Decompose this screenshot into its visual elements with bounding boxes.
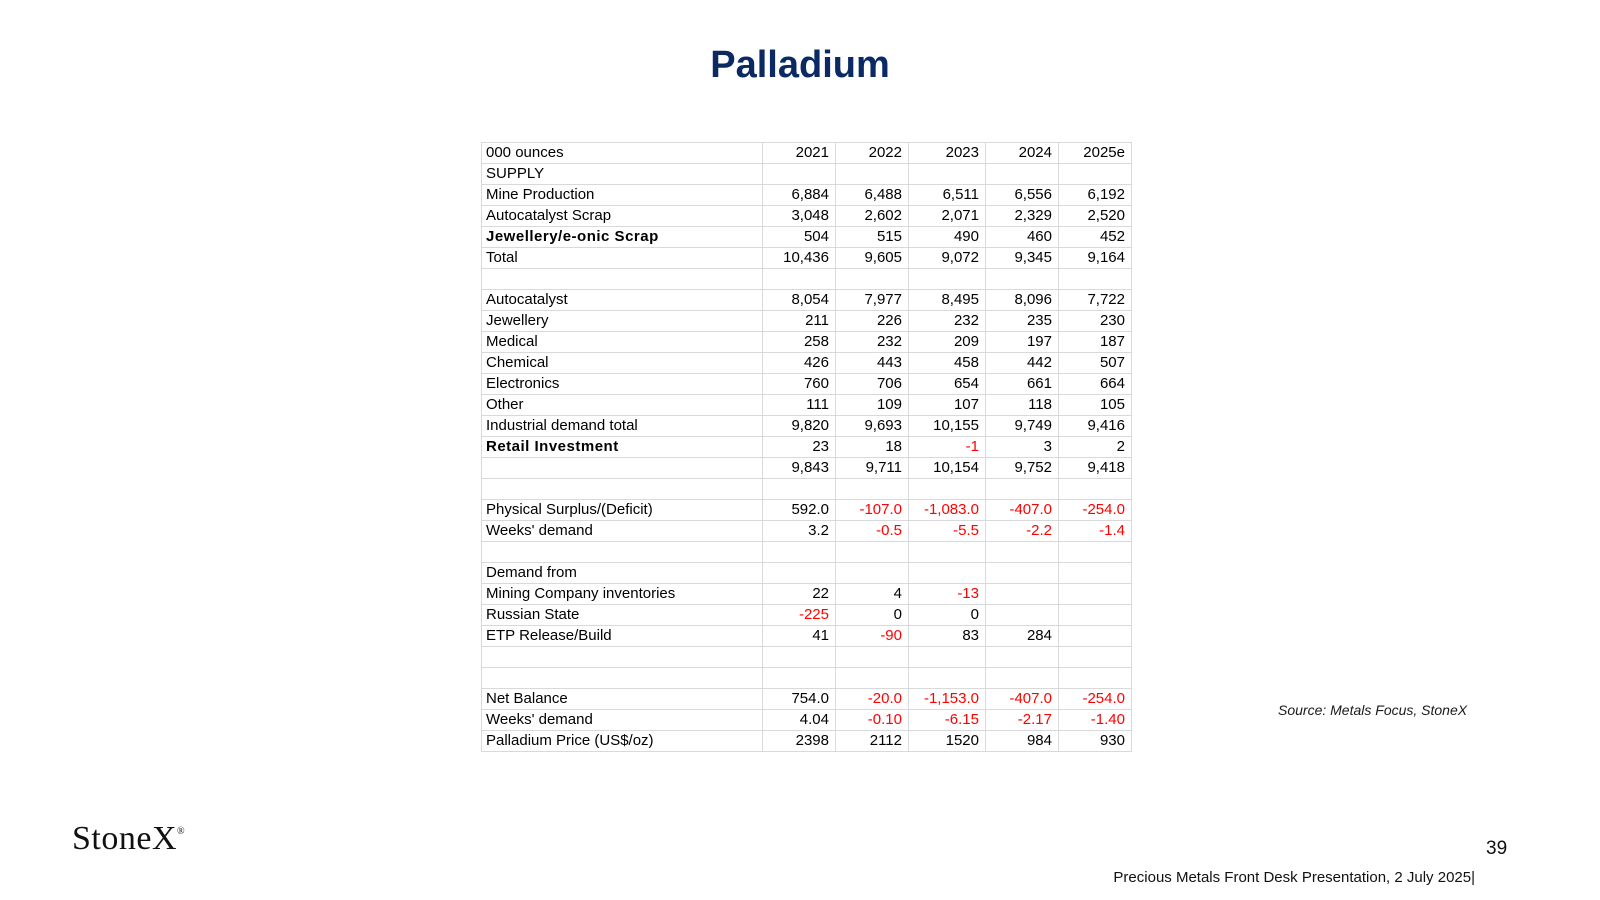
table-cell [763, 668, 836, 689]
table-row [482, 374, 1132, 395]
table-cell: -1 [909, 437, 986, 458]
table-cell: 0 [909, 605, 986, 626]
table-cell: 9,605 [836, 248, 909, 269]
row-label: Autocatalyst [482, 290, 763, 311]
table-cell: 6,556 [986, 185, 1059, 206]
table-cell: 661 [986, 374, 1059, 395]
table-cell: 226 [836, 311, 909, 332]
table-cell: -107.0 [836, 500, 909, 521]
table-cell: 1520 [909, 731, 986, 752]
table-cell [986, 563, 1059, 584]
header-year: 2022 [836, 143, 909, 164]
table-cell: 664 [1059, 374, 1132, 395]
table-row [482, 521, 1132, 542]
table-cell: 83 [909, 626, 986, 647]
table-cell [909, 542, 986, 563]
table-cell: 197 [986, 332, 1059, 353]
page-number: 39 [1486, 838, 1508, 859]
table-cell: 9,693 [836, 416, 909, 437]
table-cell [986, 542, 1059, 563]
table-cell: -90 [836, 626, 909, 647]
table-cell: 458 [909, 353, 986, 374]
table-cell [1059, 563, 1132, 584]
table-row [482, 395, 1132, 416]
logo-text: StoneX [72, 820, 177, 857]
table-row [482, 479, 1132, 500]
row-label: ETP Release/Build [482, 626, 763, 647]
table-cell: 41 [763, 626, 836, 647]
stonex-logo [72, 820, 185, 858]
table-cell: 10,155 [909, 416, 986, 437]
table-cell: 592.0 [763, 500, 836, 521]
table-cell [986, 269, 1059, 290]
table-cell: 426 [763, 353, 836, 374]
table-cell [836, 542, 909, 563]
table-cell: 2,071 [909, 206, 986, 227]
table-cell: 2,602 [836, 206, 909, 227]
row-label [482, 458, 763, 479]
table-cell [836, 269, 909, 290]
table-cell: 7,722 [1059, 290, 1132, 311]
footer-text: Precious Metals Front Desk Presentation, 2 July 2025| [1113, 869, 1475, 886]
table-cell [986, 605, 1059, 626]
table-cell: 230 [1059, 311, 1132, 332]
table-row [482, 416, 1132, 437]
table-cell [836, 647, 909, 668]
table-cell: 654 [909, 374, 986, 395]
table-cell: 9,843 [763, 458, 836, 479]
supply-demand-table [481, 142, 1132, 752]
table-cell: 507 [1059, 353, 1132, 374]
table-cell [763, 647, 836, 668]
table-cell: -1,153.0 [909, 689, 986, 710]
table-row [482, 290, 1132, 311]
table-cell [1059, 668, 1132, 689]
row-label: Jewellery [482, 311, 763, 332]
table-header-row [482, 143, 1132, 164]
table-cell: 7,977 [836, 290, 909, 311]
table-cell: -1.4 [1059, 521, 1132, 542]
row-label: Russian State [482, 605, 763, 626]
table-cell: -2.2 [986, 521, 1059, 542]
table-cell: 187 [1059, 332, 1132, 353]
table-cell [909, 479, 986, 500]
row-label: Net Balance [482, 689, 763, 710]
table-row [482, 353, 1132, 374]
table-cell: 232 [836, 332, 909, 353]
table-cell: 22 [763, 584, 836, 605]
table-row [482, 332, 1132, 353]
table-cell: -20.0 [836, 689, 909, 710]
header-year: 2023 [909, 143, 986, 164]
table-cell: 9,418 [1059, 458, 1132, 479]
table-cell [836, 668, 909, 689]
table-row [482, 206, 1132, 227]
table-cell: 4 [836, 584, 909, 605]
table-cell: -254.0 [1059, 689, 1132, 710]
row-label [482, 647, 763, 668]
table-row [482, 164, 1132, 185]
row-label: Industrial demand total [482, 416, 763, 437]
table-cell: 760 [763, 374, 836, 395]
table-cell [1059, 269, 1132, 290]
row-label: Chemical [482, 353, 763, 374]
table-row [482, 563, 1132, 584]
table-cell: 23 [763, 437, 836, 458]
header-unit: 000 ounces [482, 143, 763, 164]
table-cell: 235 [986, 311, 1059, 332]
header-year: 2025e [1059, 143, 1132, 164]
table-row [482, 647, 1132, 668]
table-cell: 10,436 [763, 248, 836, 269]
table-cell: 2398 [763, 731, 836, 752]
table-cell [909, 647, 986, 668]
table-row [482, 689, 1132, 710]
table-cell: 9,820 [763, 416, 836, 437]
table-cell: 2,520 [1059, 206, 1132, 227]
table-row [482, 458, 1132, 479]
table-cell: -13 [909, 584, 986, 605]
table-cell: 8,096 [986, 290, 1059, 311]
table-cell [836, 164, 909, 185]
table-cell: 211 [763, 311, 836, 332]
table-cell: 2 [1059, 437, 1132, 458]
header-year: 2021 [763, 143, 836, 164]
table-cell: 9,749 [986, 416, 1059, 437]
registered-mark: ® [177, 826, 186, 837]
table-cell: 284 [986, 626, 1059, 647]
table-cell: 8,054 [763, 290, 836, 311]
table-cell: 3.2 [763, 521, 836, 542]
table-cell: -6.15 [909, 710, 986, 731]
row-label: Demand from [482, 563, 763, 584]
row-label: Mining Company inventories [482, 584, 763, 605]
table-row [482, 185, 1132, 206]
table-cell [986, 479, 1059, 500]
table-cell: 9,345 [986, 248, 1059, 269]
table-cell: 930 [1059, 731, 1132, 752]
table-cell: -407.0 [986, 689, 1059, 710]
table-cell: 9,164 [1059, 248, 1132, 269]
table-cell: 109 [836, 395, 909, 416]
table-cell: -407.0 [986, 500, 1059, 521]
table-cell: -1,083.0 [909, 500, 986, 521]
table-cell: 18 [836, 437, 909, 458]
row-label: Weeks' demand [482, 710, 763, 731]
table-cell: 232 [909, 311, 986, 332]
table-row [482, 269, 1132, 290]
table-cell: -1.40 [1059, 710, 1132, 731]
row-label: Weeks' demand [482, 521, 763, 542]
table-cell [1059, 479, 1132, 500]
table-cell: -5.5 [909, 521, 986, 542]
table-cell: 984 [986, 731, 1059, 752]
table-cell: -225 [763, 605, 836, 626]
table-cell: 6,192 [1059, 185, 1132, 206]
table-cell [763, 269, 836, 290]
table-cell [763, 542, 836, 563]
table-cell: 443 [836, 353, 909, 374]
table-cell: 9,072 [909, 248, 986, 269]
table-cell: 8,495 [909, 290, 986, 311]
table-row [482, 731, 1132, 752]
table-cell: 706 [836, 374, 909, 395]
table-cell: -2.17 [986, 710, 1059, 731]
table-cell: 2112 [836, 731, 909, 752]
row-label: Autocatalyst Scrap [482, 206, 763, 227]
table-cell: 9,752 [986, 458, 1059, 479]
row-label: Medical [482, 332, 763, 353]
table-cell: 460 [986, 227, 1059, 248]
table-cell [763, 479, 836, 500]
table-cell: 6,511 [909, 185, 986, 206]
table-cell: 9,711 [836, 458, 909, 479]
table-row [482, 710, 1132, 731]
table-cell [1059, 584, 1132, 605]
row-label [482, 269, 763, 290]
table-cell: 10,154 [909, 458, 986, 479]
header-year: 2024 [986, 143, 1059, 164]
row-label: Total [482, 248, 763, 269]
table-row [482, 437, 1132, 458]
table-cell: 515 [836, 227, 909, 248]
table-cell: 209 [909, 332, 986, 353]
table-cell: 490 [909, 227, 986, 248]
table-cell: 754.0 [763, 689, 836, 710]
row-label: Retail Investment [482, 437, 763, 458]
table-cell: 9,416 [1059, 416, 1132, 437]
table-cell [909, 563, 986, 584]
table-cell: 4.04 [763, 710, 836, 731]
table-cell [909, 164, 986, 185]
table-cell [909, 269, 986, 290]
table-cell [986, 584, 1059, 605]
row-label: SUPPLY [482, 164, 763, 185]
table-cell [986, 647, 1059, 668]
table-cell [763, 164, 836, 185]
table-cell: 6,488 [836, 185, 909, 206]
row-label: Palladium Price (US$/oz) [482, 731, 763, 752]
table-row [482, 626, 1132, 647]
row-label: Mine Production [482, 185, 763, 206]
row-label: Electronics [482, 374, 763, 395]
row-label [482, 668, 763, 689]
table-cell: 3 [986, 437, 1059, 458]
table-cell: -0.10 [836, 710, 909, 731]
table-cell [836, 563, 909, 584]
source-note: Source: Metals Focus, StoneX [1278, 702, 1468, 718]
table-cell: -0.5 [836, 521, 909, 542]
table-cell [909, 668, 986, 689]
table-cell: 442 [986, 353, 1059, 374]
table-cell [1059, 164, 1132, 185]
table-cell: 258 [763, 332, 836, 353]
table-cell: 504 [763, 227, 836, 248]
table-cell [1059, 626, 1132, 647]
table-row [482, 542, 1132, 563]
table-cell: 111 [763, 395, 836, 416]
row-label: Physical Surplus/(Deficit) [482, 500, 763, 521]
table-cell: 3,048 [763, 206, 836, 227]
table-row [482, 584, 1132, 605]
table-cell [763, 563, 836, 584]
table-cell [836, 479, 909, 500]
table-cell: 452 [1059, 227, 1132, 248]
page-title: Palladium [710, 44, 890, 86]
table-cell: 105 [1059, 395, 1132, 416]
table-cell: 0 [836, 605, 909, 626]
table-cell [1059, 647, 1132, 668]
table-row [482, 500, 1132, 521]
row-label: Jewellery/e-onic Scrap [482, 227, 763, 248]
table-row [482, 248, 1132, 269]
table-row [482, 668, 1132, 689]
table-cell: 107 [909, 395, 986, 416]
table-cell [1059, 605, 1132, 626]
table-cell: 2,329 [986, 206, 1059, 227]
table-cell [986, 668, 1059, 689]
table-cell: 118 [986, 395, 1059, 416]
row-label [482, 542, 763, 563]
table-row [482, 311, 1132, 332]
row-label: Other [482, 395, 763, 416]
table-cell: -254.0 [1059, 500, 1132, 521]
table-row [482, 227, 1132, 248]
table-cell [986, 164, 1059, 185]
table-row [482, 605, 1132, 626]
table-cell [1059, 542, 1132, 563]
row-label [482, 479, 763, 500]
table-cell: 6,884 [763, 185, 836, 206]
